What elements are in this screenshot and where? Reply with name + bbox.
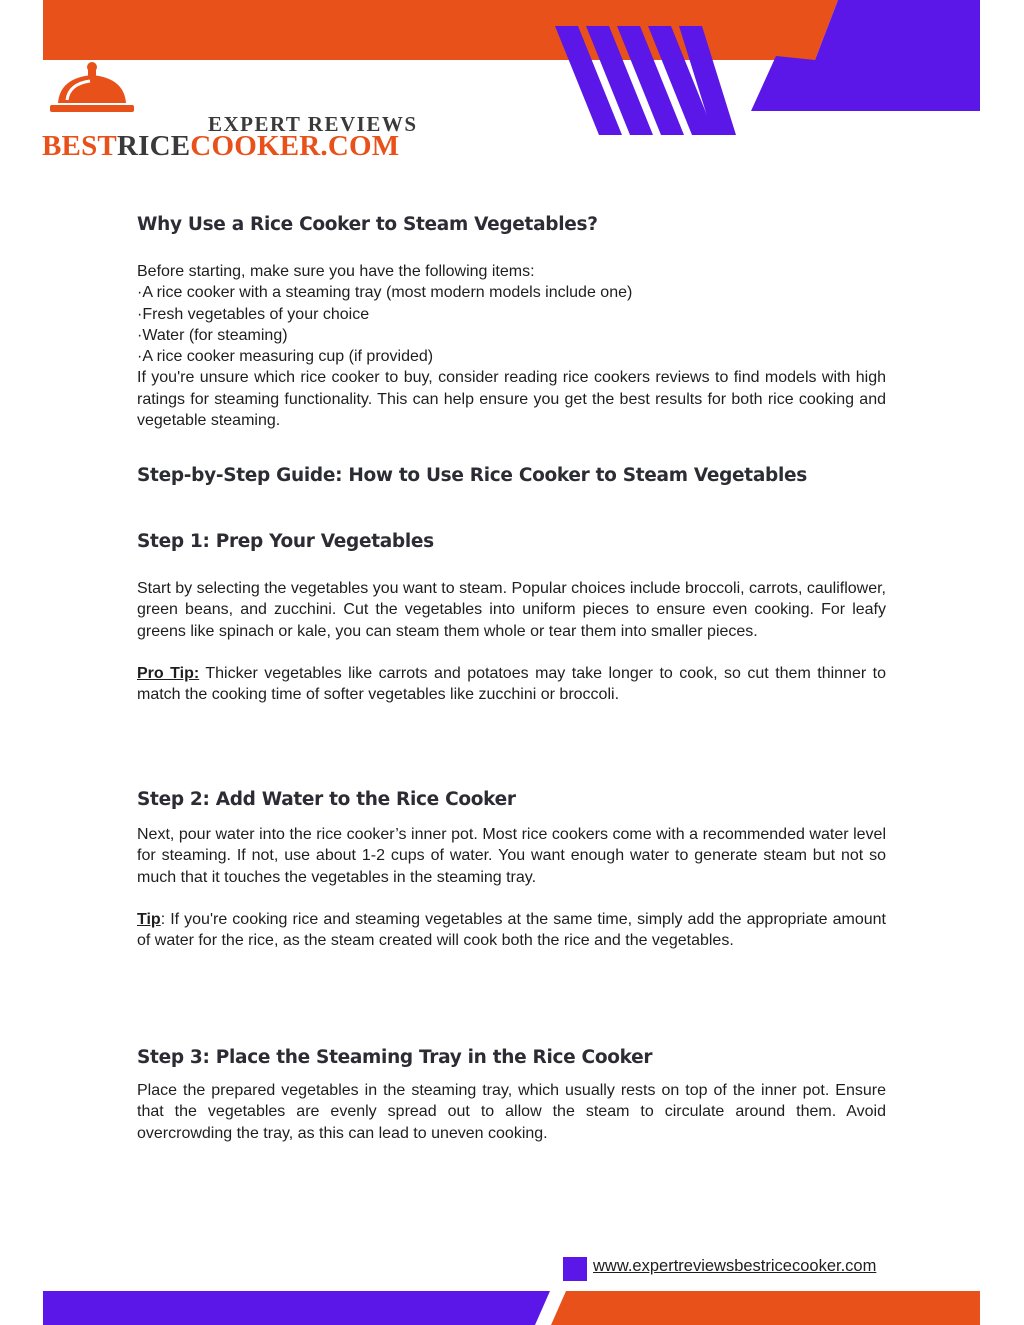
section-step-2-body — [137, 824, 886, 951]
section-why-use — [137, 214, 886, 235]
intro-line: Before starting, make sure you have the following items: — [137, 263, 535, 280]
logo-tagline: EXPERT REVIEWS — [208, 112, 418, 136]
footer-website-link[interactable]: www.expertreviewsbestricecooker.com — [593, 1257, 877, 1275]
section-step-3-body — [137, 1080, 886, 1144]
section-step-1 — [137, 531, 886, 552]
body-paragraph: Start by selecting the vegetables you want to steam. Popular choices include broccoli, carrots, cauliflower, green beans, and zucchini. Cut the vegetables into uniform pieces to ensure even cooking. For leafy greens like spinach or kale, you can steam them whole or tear them into smaller pieces. — [137, 580, 886, 640]
section-step-3 — [137, 1047, 886, 1068]
tip-text: Thicker vegetables like carrots and potatoes may take longer to cook, so cut them thinner to match the cooking time of softer vegetables like zucchini or broccoli. — [137, 664, 886, 704]
logo-brand-part2: RICE — [116, 130, 191, 162]
logo-brand-part3: COOKER.COM — [190, 130, 400, 162]
section-guide — [137, 465, 886, 486]
section-step-2 — [137, 789, 886, 810]
tip-label: Pro Tip: — [137, 664, 200, 682]
section-heading: Step-by-Step Guide: How to Use Rice Cooker to Steam Vegetables — [137, 465, 807, 486]
section-heading: Step 2: Add Water to the Rice Cooker — [137, 789, 516, 810]
footer-square-marker — [563, 1257, 587, 1281]
section-heading: Step 1: Prep Your Vegetables — [137, 531, 434, 552]
list-item: ·Water (for steaming) — [137, 326, 288, 344]
list-item: ·A rice cooker with a steaming tray (most modern models include one) — [137, 284, 633, 302]
tip-label: Tip — [137, 910, 161, 928]
section-step-1-body — [137, 578, 886, 705]
list-item: ·A rice cooker measuring cup (if provided) — [137, 348, 434, 366]
body-paragraph: If you're unsure which rice cooker to buy, consider reading rice cookers reviews to find models with high ratings for steaming functionality. This can help ensure you get the best results for both rice cooking and vegetable steaming. — [137, 369, 886, 430]
section-why-use-body — [137, 261, 886, 431]
cloche-icon — [50, 62, 134, 112]
section-heading: Step 3: Place the Steaming Tray in the Rice Cooker — [137, 1047, 653, 1068]
tip-paragraph — [137, 663, 886, 706]
tip-paragraph — [137, 909, 886, 952]
logo-brand-part1: BEST — [42, 130, 117, 162]
footer-banner — [43, 1291, 980, 1325]
list-item: ·Fresh vegetables of your choice — [137, 305, 370, 323]
tip-text: : If you're cooking rice and steaming vegetables at the same time, simply add the appropriate amount of water for the rice, as the steam created will cook both the rice and the vegetables. — [137, 910, 886, 950]
body-paragraph: Place the prepared vegetables in the steaming tray, which usually rests on top of the inner pot. Ensure that the vegetables are evenly spread out to allow the steam to circulate around them. Avoid overcrowding the tray, as this can lead to uneven cooking. — [137, 1082, 886, 1142]
body-paragraph: Next, pour water into the rice cooker’s inner pot. Most rice cookers come with a recommended water level for steaming. If not, use about 1-2 cups of water. You want enough water to generate steam but not so much that it touches the vegetables in the steaming tray. — [137, 826, 886, 886]
header-banner — [43, 0, 980, 135]
logo-brand-name — [42, 130, 399, 163]
section-heading: Why Use a Rice Cooker to Steam Vegetables? — [137, 214, 598, 235]
